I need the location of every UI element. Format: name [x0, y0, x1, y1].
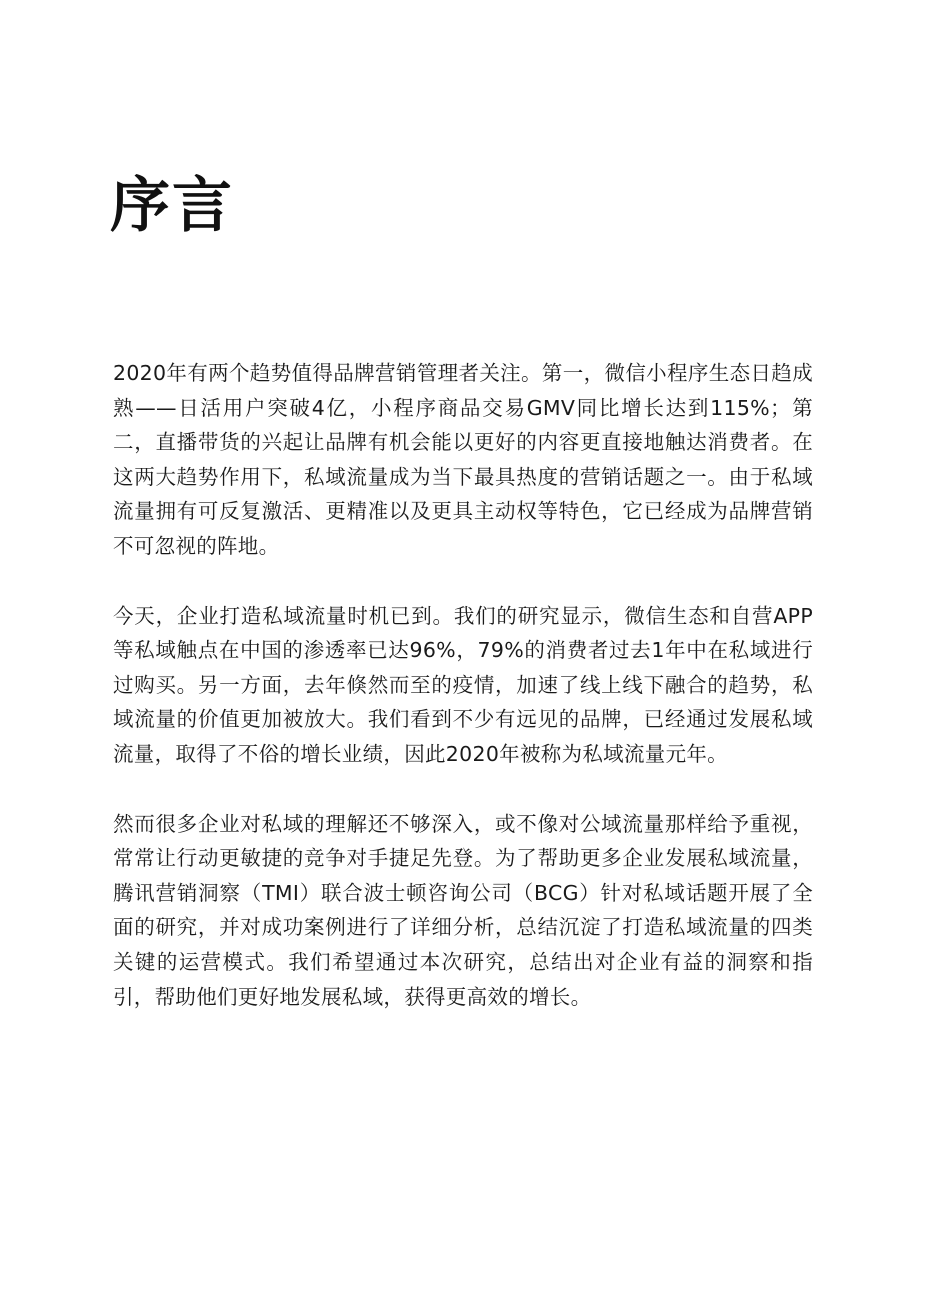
preface-body [113, 356, 813, 1049]
page-title: 序言 [110, 171, 234, 241]
paragraph-1: 2020年有两个趋势值得品牌营销管理者关注。第一，微信小程序生态日趋成熟——日活用户突破4亿，小程序商品交易GMV同比增长达到115%；第二，直播带货的兴起让品牌有机会能以更好的内容更直接地触达消费者。在这两大趋势作用下，私域流量成为当下最具热度的营销话题之一。由于私域流量拥有可反复激活、更精准以及更具主动权等特色，它已经成为品牌营销不可忽视的阵地。 [113, 361, 813, 558]
paragraph-2: 今天，企业打造私域流量时机已到。我们的研究显示，微信生态和自营APP等私域触点在中国的渗透率已达96%，79%的消费者过去1年中在私域进行过购买。另一方面，去年倏然而至的疫情，加速了线上线下融合的趋势，私域流量的价值更加被放大。我们看到不少有远见的品牌，已经通过发展私域流量，取得了不俗的增长业绩，因此2020年被称为私域流量元年。 [113, 603, 813, 766]
paragraph-3: 然而很多企业对私域的理解还不够深入，或不像对公域流量那样给予重视，常常让行动更敏捷的竞争对手捷足先登。为了帮助更多企业发展私域流量，腾讯营销洞察（TMI）联合波士顿咨询公司（BCG）针对私域话题开展了全面的研究，并对成功案例进行了详细分析，总结沉淀了打造私域流量的四类关键的运营模式。我们希望通过本次研究，总结出对企业有益的洞察和指引，帮助他们更好地发展私域，获得更高效的增长。 [113, 811, 813, 1009]
